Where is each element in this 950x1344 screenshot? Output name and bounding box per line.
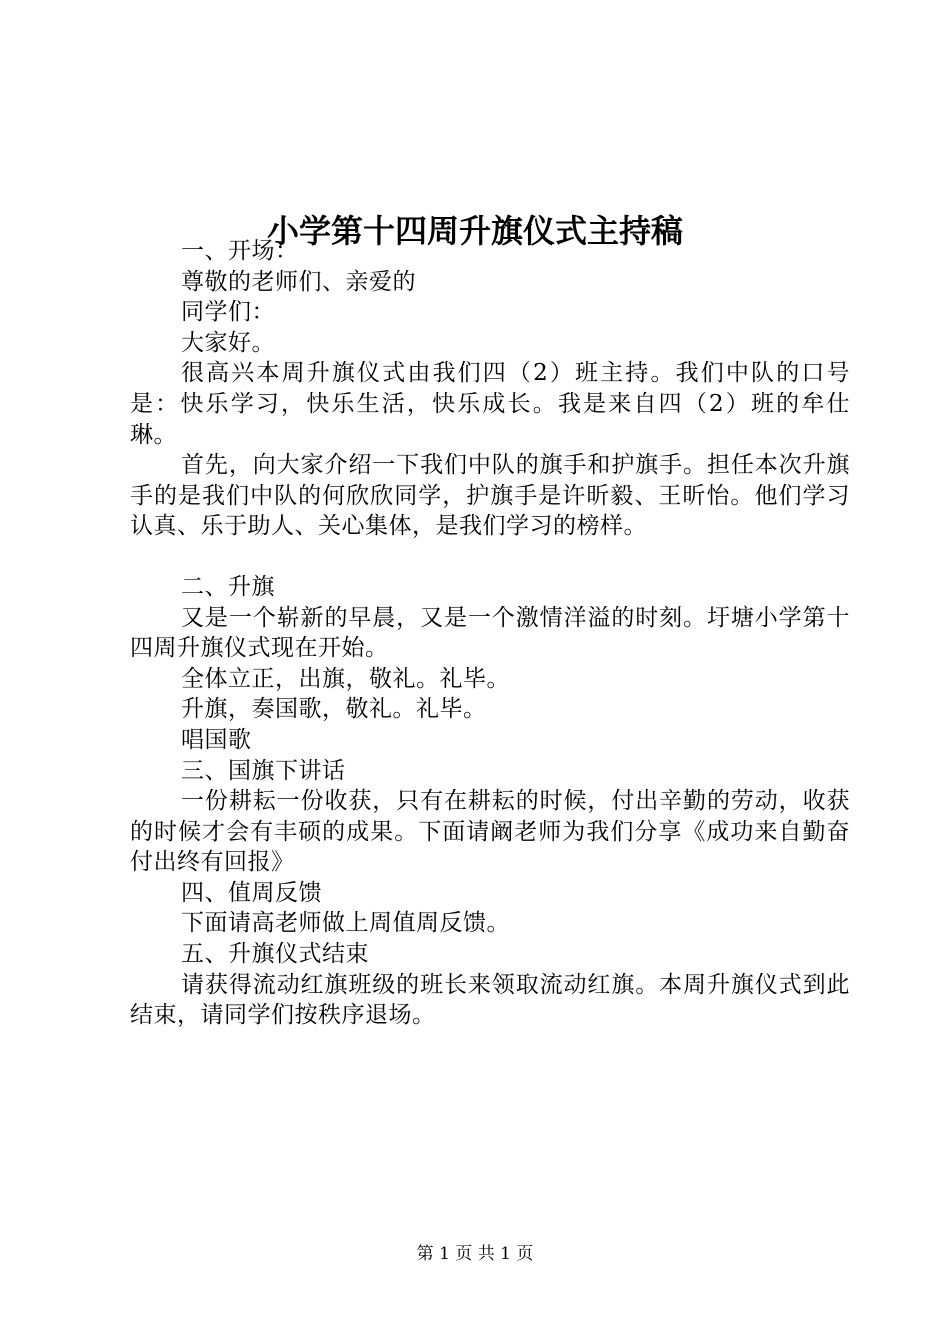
section-heading-feedback: 四、值周反馈 — [181, 879, 322, 906]
body-paragraph: 升旗，奏国歌，敬礼。礼毕。 — [181, 696, 487, 723]
document-body — [130, 236, 850, 1031]
body-paragraph: 下面请高老师做上周值周反馈。 — [181, 910, 510, 937]
greeting-line: 大家好。 — [181, 329, 275, 356]
greeting-line: 尊敬的老师们、亲爱的 — [181, 268, 416, 295]
body-paragraph: 首先，向大家介绍一下我们中队的旗手和护旗手。担任本次升旗手的是我们中队的何欣欣同学，护旗手是许昕毅、王昕怡。他们学习认真、乐于助人、关心集体，是我们学习的榜样。 — [130, 452, 850, 540]
body-paragraph: 很高兴本周升旗仪式由我们四（2）班主持。我们中队的口号是：快乐学习，快乐生活，快乐成长。我是来自四（2）班的牟仕琳。 — [130, 360, 850, 448]
body-paragraph: 又是一个崭新的早晨，又是一个激情洋溢的时刻。圩塘小学第十四周升旗仪式现在开始。 — [130, 604, 850, 662]
body-paragraph: 请获得流动红旗班级的班长来领取流动红旗。本周升旗仪式到此结束，请同学们按秩序退场。 — [130, 971, 850, 1029]
section-heading-speech: 三、国旗下讲话 — [181, 757, 346, 784]
body-paragraph: 一份耕耘一份收获，只有在耕耘的时候，付出辛勤的劳动，收获的时候才会有丰硕的成果。下面请阚老师为我们分享《成功来自勤奋付出终有回报》 — [130, 788, 850, 876]
greeting-line: 同学们： — [181, 299, 275, 326]
body-paragraph: 唱国歌 — [181, 726, 252, 753]
page-number-footer: 第 1 页 共 1 页 — [416, 1244, 534, 1264]
document-title: 小学第十四周升旗仪式主持稿 — [266, 212, 683, 251]
section-heading-flag-raising: 二、升旗 — [181, 573, 275, 600]
section-heading-closing: 五、升旗仪式结束 — [181, 941, 369, 968]
section-heading-opening: 一、开场： — [181, 238, 299, 264]
body-paragraph: 全体立正，出旗，敬礼。礼毕。 — [181, 665, 510, 692]
